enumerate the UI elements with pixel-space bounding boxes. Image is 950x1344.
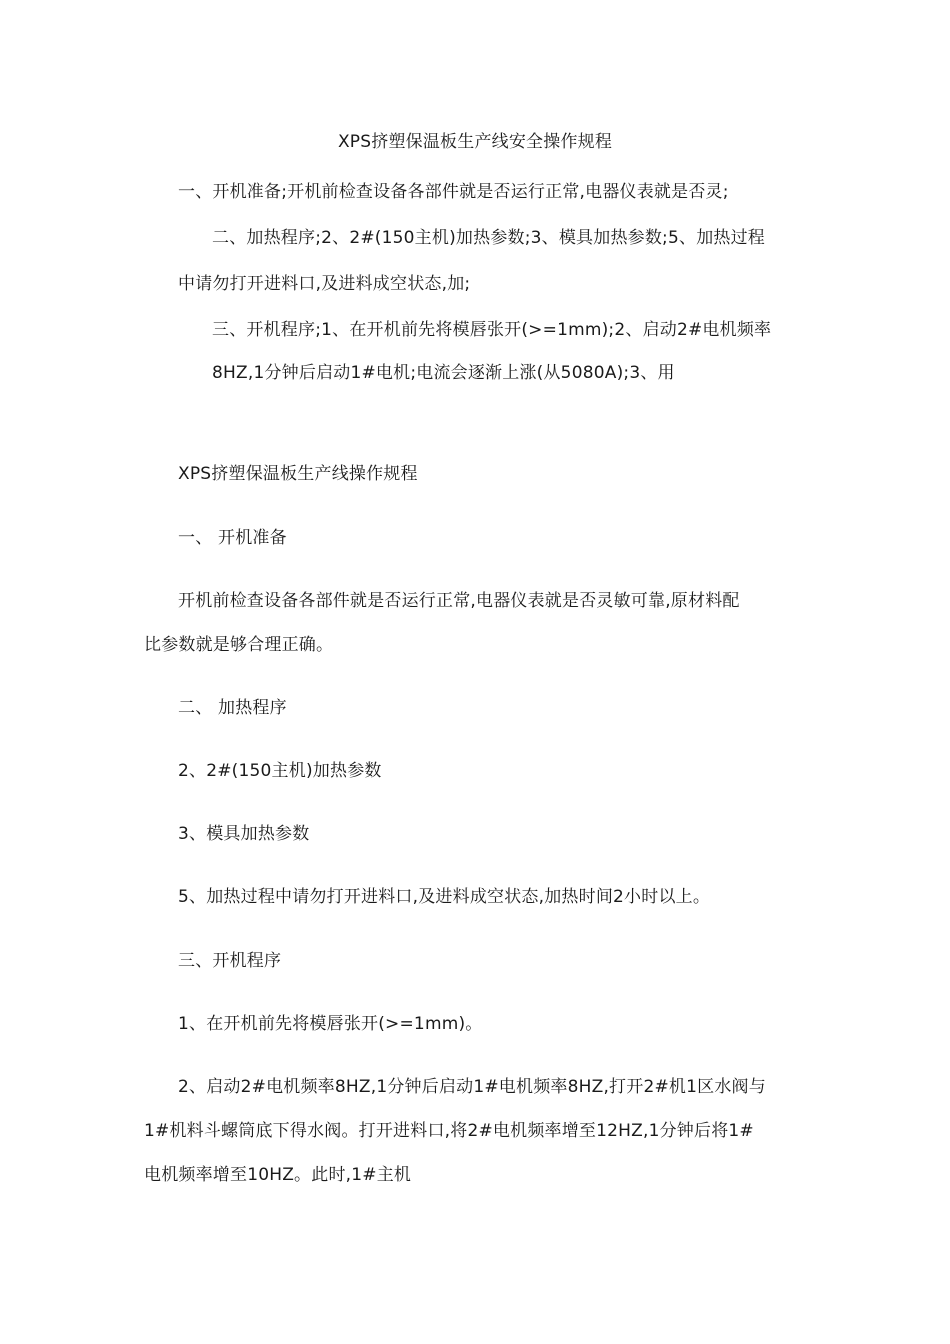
summary-paragraph-3-line-1: 三、开机程序;1、在开机前先将模唇张开(>=1mm);2、启动2#电机频率 <box>212 320 772 340</box>
summary-paragraph-2-line-1: 二、加热程序;2、2#(150主机)加热参数;3、模具加热参数;5、加热过程 <box>212 228 766 248</box>
summary-title: XPS挤塑保温板生产线安全操作规程 <box>337 132 613 152</box>
section-2-heading: 二、 加热程序 <box>178 698 287 718</box>
section-3-heading: 三、开机程序 <box>178 951 282 971</box>
section-2-item-3: 3、模具加热参数 <box>178 824 310 844</box>
section-3-step-2-line-1: 2、启动2#电机频率8HZ,1分钟后启动1#电机频率8HZ,打开2#机1区水阀与 <box>178 1077 766 1097</box>
section-1-text-line-1: 开机前检查设备各部件就是否运行正常,电器仪表就是否灵敏可靠,原材料配 <box>178 591 740 611</box>
section-3-step-2-line-2: 1#机料斗螺筒底下得水阀。打开进料口,将2#电机频率增至12HZ,1分钟后将1# <box>144 1121 754 1141</box>
section-3-step-2-line-3: 电机频率增至10HZ。此时,1#主机 <box>144 1165 412 1185</box>
body-title: XPS挤塑保温板生产线操作规程 <box>178 464 418 484</box>
summary-paragraph-1: 一、开机准备;开机前检查设备各部件就是否运行正常,电器仪表就是否灵; <box>178 182 729 202</box>
summary-paragraph-2-line-2: 中请勿打开进料口,及进料成空状态,加; <box>178 274 471 294</box>
section-2-item-5: 5、加热过程中请勿打开进料口,及进料成空状态,加热时间2小时以上。 <box>178 887 711 907</box>
section-1-text-line-2: 比参数就是够合理正确。 <box>144 635 334 655</box>
section-2-item-2: 2、2#(150主机)加热参数 <box>178 761 382 781</box>
summary-paragraph-3-line-2: 8HZ,1分钟后启动1#电机;电流会逐渐上涨(从5080A);3、用 <box>212 363 675 383</box>
section-3-step-1: 1、在开机前先将模唇张开(>=1mm)。 <box>178 1014 483 1034</box>
section-1-heading: 一、 开机准备 <box>178 528 287 548</box>
